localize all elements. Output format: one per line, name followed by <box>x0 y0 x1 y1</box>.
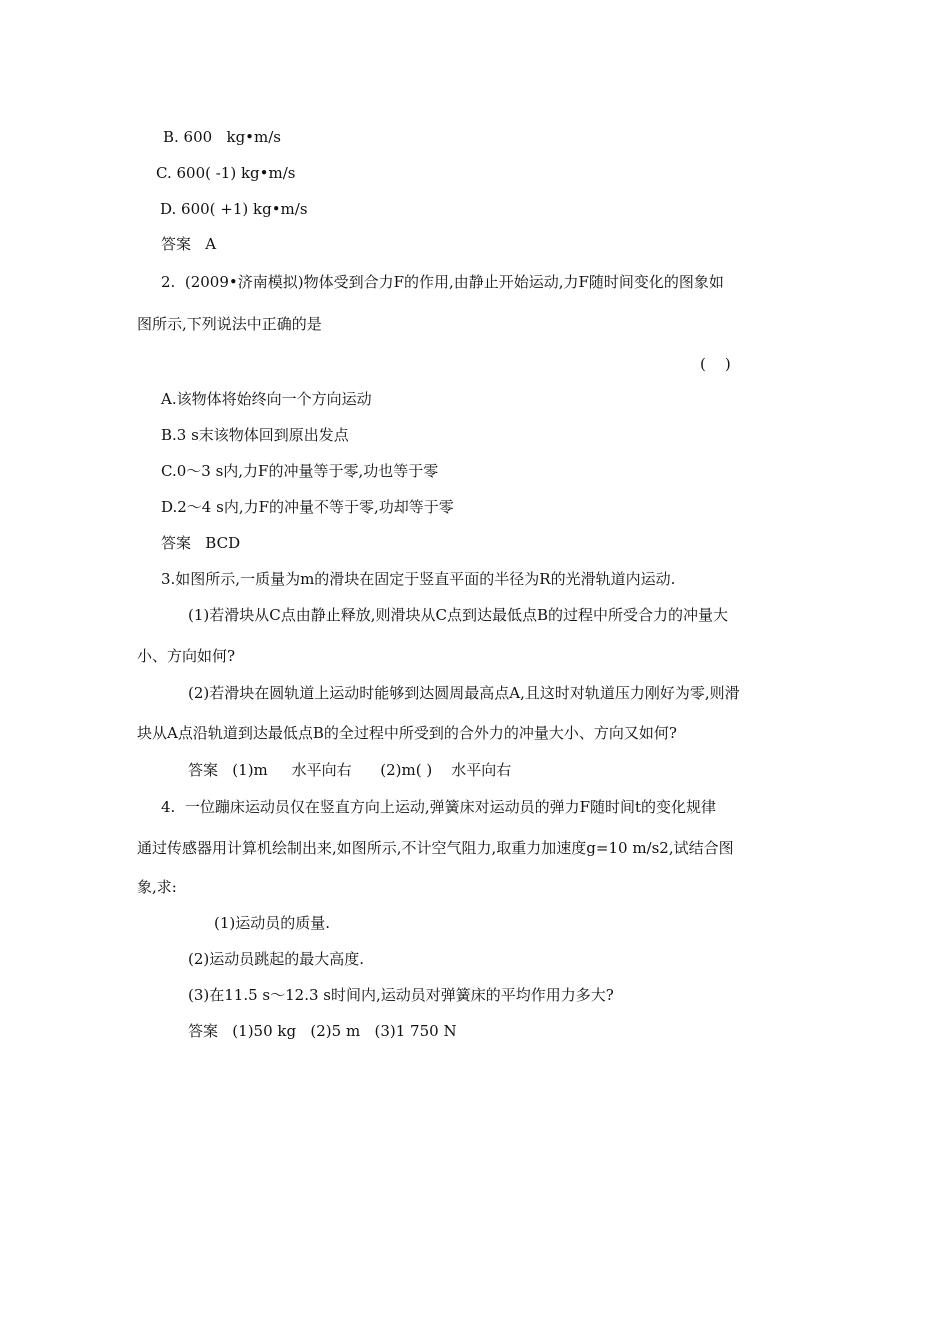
q3-part2-line1: (2)若滑块在圆轨道上运动时能够到达圆周最高点A,且这时对轨道压力刚好为零,则滑 <box>188 684 740 702</box>
q4-stem-line3: 象,求: <box>137 878 177 896</box>
q2-option-a: A.该物体将始终向一个方向运动 <box>161 390 372 408</box>
q1-option-b: B. 600 kg•m/s <box>163 128 282 146</box>
q2-option-d: D.2～4 s内,力F的冲量不等于零,功却等于零 <box>161 498 454 516</box>
q2-stem-line2: 图所示,下列说法中正确的是 <box>137 315 322 333</box>
q1-option-d: D. 600( +1) kg•m/s <box>160 200 308 218</box>
q4-answer: 答案 (1)50 kg (2)5 m (3)1 750 N <box>188 1022 457 1040</box>
q2-option-c: C.0～3 s内,力F的冲量等于零,功也等于零 <box>161 462 439 480</box>
q2-option-b: B.3 s末该物体回到原出发点 <box>161 426 349 444</box>
q2-answer: 答案 BCD <box>161 534 241 552</box>
q4-part2: (2)运动员跳起的最大高度. <box>188 950 365 968</box>
q1-answer: 答案 A <box>161 235 217 253</box>
q1-option-c: C. 600( -1) kg•m/s <box>156 164 296 182</box>
q3-part2-line2: 块从A点沿轨道到达最低点B的全过程中所受到的合外力的冲量大小、方向又如何? <box>137 724 677 742</box>
q2-answer-blank: ( ) <box>700 355 731 373</box>
q3-stem: 3.如图所示,一质量为m的滑块在固定于竖直平面的半径为R的光滑轨道内运动. <box>161 570 676 588</box>
q4-part3: (3)在11.5 s～12.3 s时间内,运动员对弹簧床的平均作用力多大? <box>188 986 614 1004</box>
q4-stem-line1: 4. 一位蹦床运动员仅在竖直方向上运动,弹簧床对运动员的弹力F随时间t的变化规律 <box>161 798 717 816</box>
q3-part1-line2: 小、方向如何? <box>137 647 236 665</box>
q3-part1-line1: (1)若滑块从C点由静止释放,则滑块从C点到达最低点B的过程中所受合力的冲量大 <box>188 606 728 624</box>
q4-stem-line2: 通过传感器用计算机绘制出来,如图所示,不计空气阻力,取重力加速度g=10 m/s2,试结合图 <box>137 839 734 857</box>
q3-answer: 答案 (1)m 水平向右 (2)m( ) 水平向右 <box>188 761 512 779</box>
q2-stem-line1: 2. (2009•济南模拟)物体受到合力F的作用,由静止开始运动,力F随时间变化的图象如 <box>161 273 724 291</box>
q4-part1: (1)运动员的质量. <box>214 914 331 932</box>
